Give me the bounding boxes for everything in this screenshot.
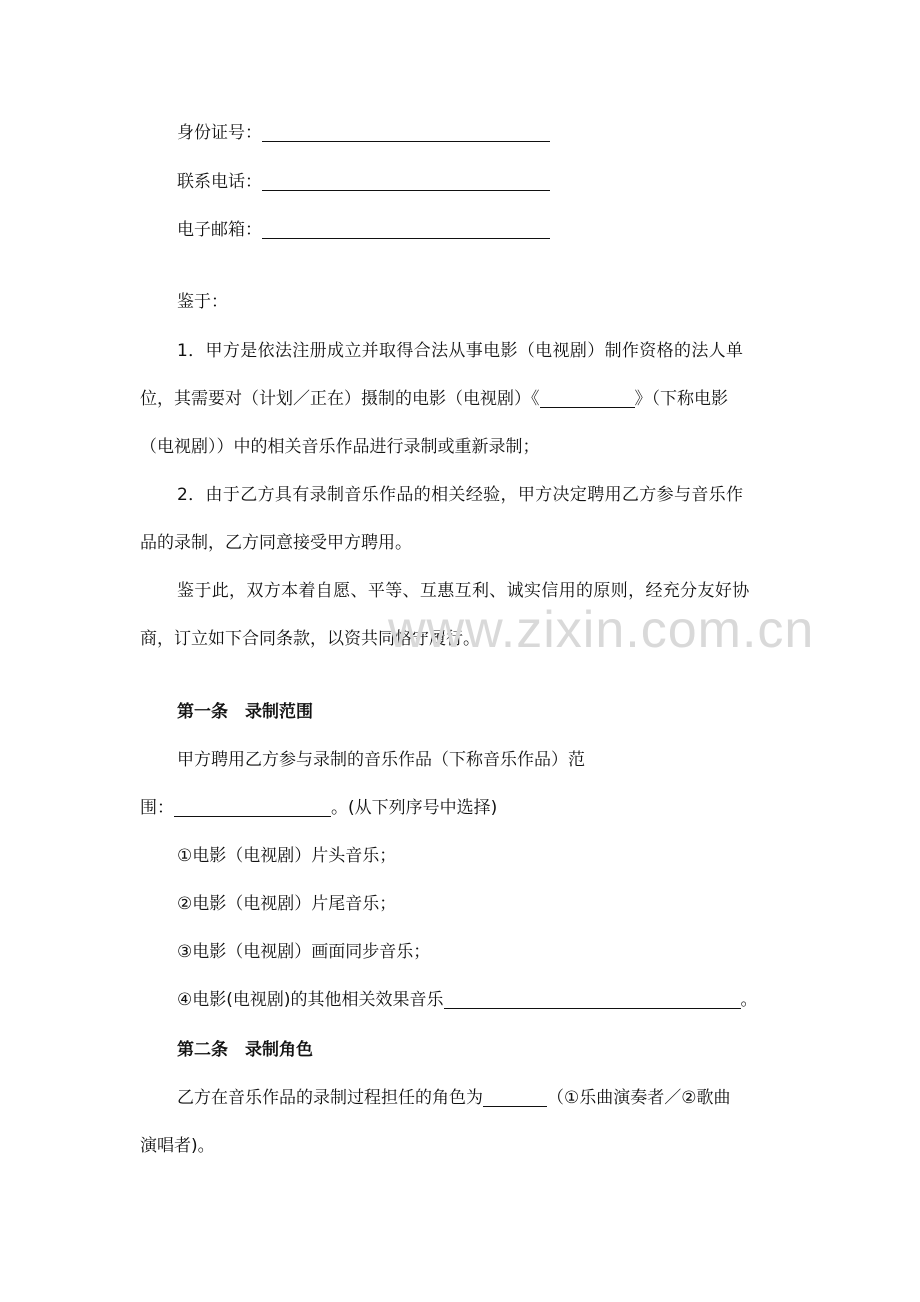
role-label: 乙方在音乐作品的录制过程担任的角色为 [177, 1088, 483, 1108]
film-title-suffix: 》（下称电影 [634, 389, 728, 409]
id-number-blank[interactable] [262, 123, 550, 142]
option-4-end: 。 [740, 990, 758, 1010]
whereas-closing-line-2: 商，订立如下合同条款，以资共同恪守履行。 [140, 629, 480, 649]
whereas-item-1-line-3: （电视剧））中的相关音乐作品进行录制或重新录制； [140, 437, 540, 457]
phone-blank[interactable] [262, 172, 550, 191]
email-blank[interactable] [262, 220, 550, 239]
whereas-closing-line-1: 鉴于此，双方本着自愿、平等、互惠互利、诚实信用的原则，经充分友好协 [177, 581, 750, 601]
phone-field [177, 171, 550, 193]
role-options: （①乐曲演奏者／②歌曲 [547, 1088, 731, 1108]
article-2-line-2: 演唱者)。 [140, 1136, 215, 1156]
option-4-blank[interactable] [444, 990, 741, 1009]
film-title-blank[interactable] [540, 389, 635, 408]
whereas-item-2-line-1: 2．由于乙方具有录制音乐作品的相关经验，甲方决定聘用乙方参与音乐作 [177, 485, 744, 505]
id-number-label: 身份证号： [177, 123, 262, 143]
email-field [177, 219, 550, 241]
email-label: 电子邮箱： [177, 220, 262, 240]
scope-blank[interactable] [174, 798, 331, 817]
article-1-line-1: 甲方聘用乙方参与录制的音乐作品（下称音乐作品）范 [177, 750, 585, 770]
scope-label: 围： [140, 798, 174, 818]
article-2-title: 第二条 录制角色 [177, 1040, 313, 1060]
article-2-line-1 [177, 1087, 730, 1109]
scope-hint: 。(从下列序号中选择) [331, 798, 498, 818]
phone-label: 联系电话： [177, 172, 262, 192]
option-1: ①电影（电视剧）片头音乐； [177, 846, 397, 866]
whereas-heading: 鉴于： [177, 292, 228, 312]
watermark: www.zixin.com.cn [388, 601, 815, 659]
film-title-prefix: 位，其需要对（计划／正在）摄制的电影（电视剧）《 [140, 389, 540, 409]
id-number-field [177, 122, 550, 144]
whereas-item-2-line-2: 品的录制，乙方同意接受甲方聘用。 [140, 533, 412, 553]
option-4 [177, 989, 758, 1011]
whereas-item-1-line-1: 1．甲方是依法注册成立并取得合法从事电影（电视剧）制作资格的法人单 [177, 341, 744, 361]
option-2: ②电影（电视剧）片尾音乐； [177, 894, 397, 914]
option-4-label: ④电影(电视剧)的其他相关效果音乐 [177, 990, 444, 1010]
article-1-title: 第一条 录制范围 [177, 702, 313, 722]
role-blank[interactable] [483, 1088, 547, 1107]
whereas-item-1-line-2 [140, 388, 728, 410]
option-3: ③电影（电视剧）画面同步音乐； [177, 942, 431, 962]
article-1-line-2 [140, 797, 497, 819]
